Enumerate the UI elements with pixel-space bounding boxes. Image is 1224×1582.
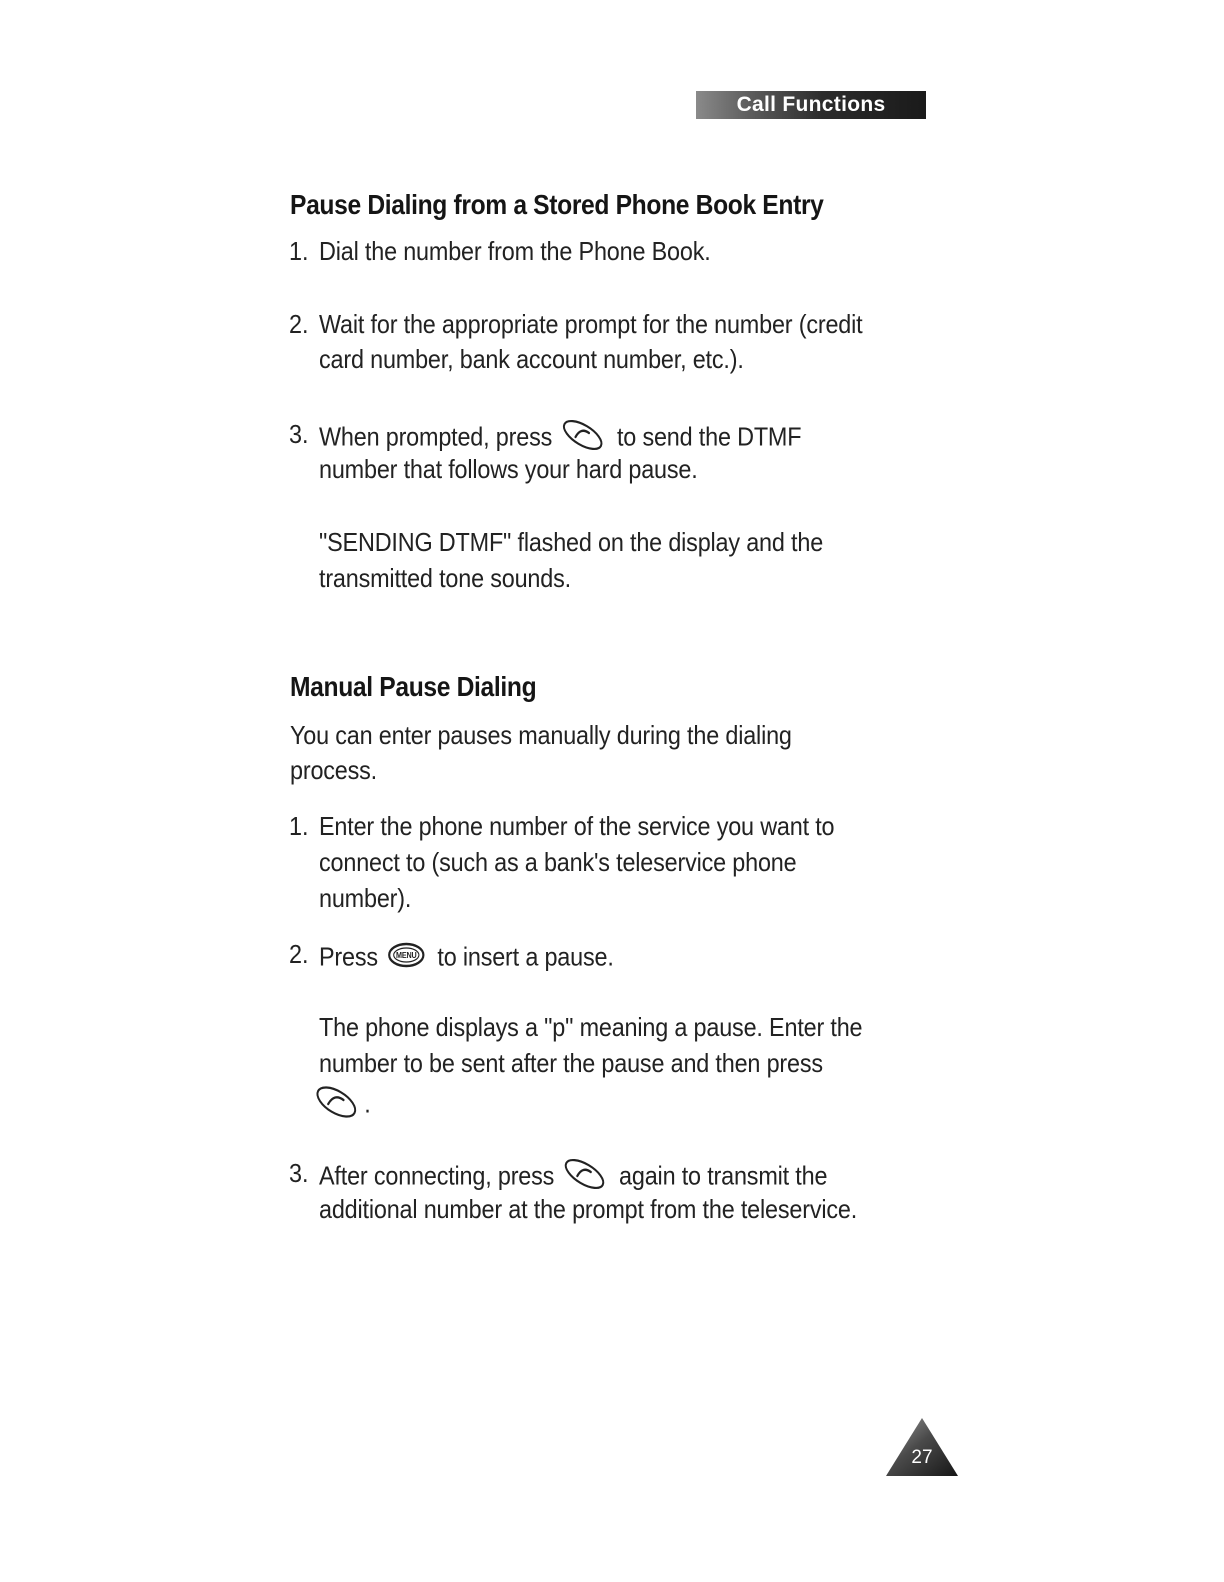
send-key-icon (558, 419, 610, 458)
step-number: 2. (289, 309, 309, 339)
note-text: The phone displays a "p" meaning a pause. Enter the (319, 1012, 863, 1042)
step-number: 1. (289, 236, 309, 266)
section-heading-manual-pause: Manual Pause Dialing (290, 671, 537, 702)
step-text (319, 419, 801, 458)
step-number: 2. (289, 939, 309, 969)
step-text-part: to insert a pause. (437, 941, 614, 972)
section-tab (696, 91, 926, 119)
menu-key-icon (384, 939, 431, 978)
page-number-badge (884, 1416, 960, 1478)
step-number: 3. (289, 419, 309, 449)
step-text: connect to (such as a bank's teleservice phone (319, 847, 797, 877)
step-text-part: Press (319, 941, 378, 972)
note-text: transmitted tone sounds. (319, 563, 571, 593)
section-tab-label: Call Functions (736, 93, 886, 116)
send-key-icon (561, 1158, 613, 1197)
intro-text: process. (290, 755, 378, 785)
step-text-part: to send the DTMF (616, 421, 802, 452)
step-text-part: When prompted, press (319, 421, 553, 452)
page-number: 27 (911, 1447, 933, 1468)
note-text: "SENDING DTMF" flashed on the display and the (319, 527, 824, 557)
step-text: Wait for the appropriate prompt for the number (credit (319, 309, 863, 339)
step-text-part: again to transmit the (619, 1160, 828, 1191)
step-text: Dial the number from the Phone Book. (319, 236, 711, 266)
step-number: 1. (289, 811, 309, 841)
intro-text: You can enter pauses manually during the dialing (290, 720, 792, 750)
step-text: card number, bank account number, etc.). (319, 344, 744, 374)
step-text (319, 1158, 827, 1197)
section-heading-stored-entry: Pause Dialing from a Stored Phone Book Entry (290, 189, 824, 220)
note-text (312, 1085, 371, 1126)
step-text: Enter the phone number of the service you want to (319, 811, 835, 841)
step-text-part: After connecting, press (319, 1160, 555, 1191)
step-text: number that follows your hard pause. (319, 454, 698, 484)
note-text: number to be sent after the pause and then press (319, 1048, 823, 1078)
step-text: additional number at the prompt from the teleservice. (319, 1194, 858, 1224)
note-text-end: . (364, 1088, 371, 1119)
svg-text:MENU: MENU (395, 950, 417, 961)
step-number: 3. (289, 1158, 309, 1188)
step-text (319, 939, 614, 978)
step-text: number). (319, 883, 412, 913)
send-key-icon (312, 1085, 364, 1126)
